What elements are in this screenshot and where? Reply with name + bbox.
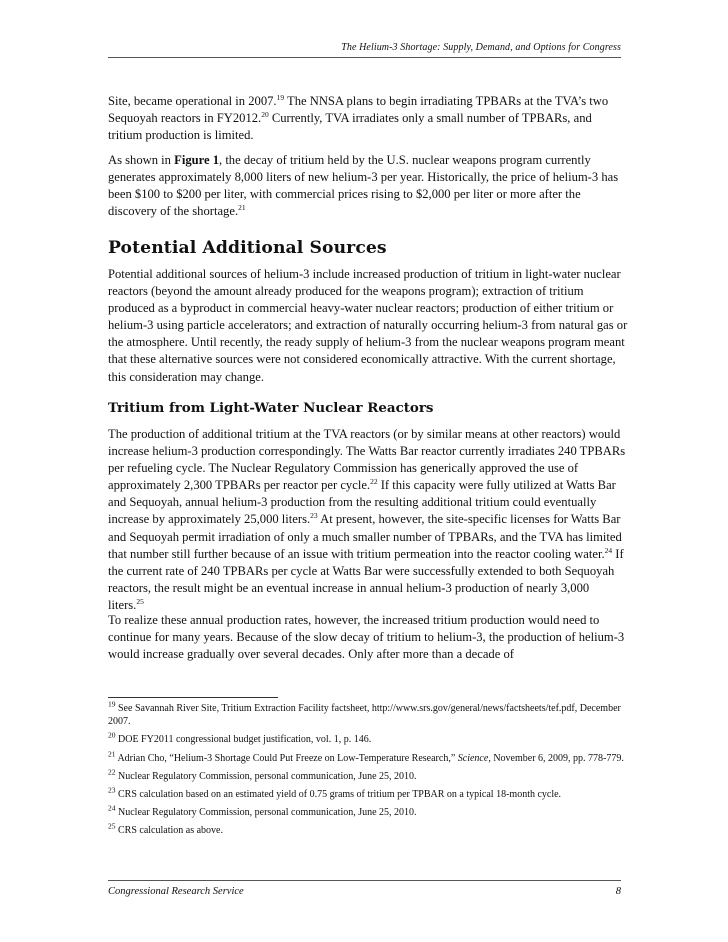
footnote-text: , November 6, 2009, pp. 778-779. bbox=[488, 752, 624, 764]
footnote-separator bbox=[108, 697, 278, 698]
subsection-heading: Tritium from Light-Water Nuclear Reactors bbox=[108, 400, 434, 416]
footnote-ref-24[interactable]: 24 bbox=[604, 545, 613, 555]
footnote-20 bbox=[108, 733, 628, 746]
footer-rule bbox=[108, 880, 621, 881]
text-run: If this capacity were fully utilized at Watts Bar and Sequoyah, annual helium-3 production from the resulting additional tritium could eventually increase by approximately 25,000 liters. bbox=[108, 478, 616, 527]
footnote-number: 25 bbox=[108, 822, 116, 832]
paragraph-production-rates: To realize these annual production rates, however, the increased tritium production would need to continue for many years. Because of the slow decay of tritium to helium-3, the production of helium-3 would increase gradually over several decades. Only after more than a decade of bbox=[108, 613, 625, 662]
journal-title: Science bbox=[457, 752, 489, 764]
paragraph-tva-reactors bbox=[108, 426, 628, 614]
running-header: The Helium-3 Shortage: Supply, Demand, and Options for Congress bbox=[341, 42, 621, 53]
footnote-22 bbox=[108, 767, 628, 783]
paragraph-helium-price bbox=[108, 152, 628, 220]
text-run: As shown in bbox=[108, 153, 175, 167]
footnote-ref-23[interactable]: 23 bbox=[310, 511, 318, 521]
footnote-text: Nuclear Regulatory Commission, personal communication, June 25, 2010. bbox=[115, 807, 417, 819]
footnote-text: Nuclear Regulatory Commission, personal communication, June 25, 2010. bbox=[115, 770, 417, 782]
footer-source: Congressional Research Service bbox=[108, 886, 244, 897]
footnote-24 bbox=[108, 803, 628, 819]
page-number: 8 bbox=[615, 886, 621, 897]
text-run: The NNSA plans to begin irradiating TPBARs at the TVA’s two Sequoyah reactors in FY2012. bbox=[108, 94, 609, 126]
text-run: Currently, TVA irradiates only a small number of TPBARs, and tritium production is limited. bbox=[108, 111, 592, 143]
footnote-text: CRS calculation as above. bbox=[115, 825, 223, 837]
footnote-text: CRS calculation based on an estimated yield of 0.75 grams of tritium per TPBAR on a typical 18-month cycle. bbox=[115, 789, 562, 801]
text-run: The production of additional tritium at the TVA reactors (or by similar means at other reactors) would increase helium-3 production correspondingly. The Watts Bar reactor currently irradiates 240 TPBARs per refueling cycle. The Nuclear Regulatory Commission has generically approved the use of approximately 2,300 TPBARs per reactor per cycle. bbox=[108, 427, 626, 493]
section-heading: Potential Additional Sources bbox=[108, 238, 387, 258]
footnote-ref-21[interactable]: 21 bbox=[238, 203, 246, 213]
footnote-25 bbox=[108, 824, 628, 837]
footnote-19 bbox=[108, 699, 628, 728]
text-run: Site, became operational in 2007. bbox=[108, 94, 277, 108]
text-run: , the decay of tritium held by the U.S. nuclear weapons program currently generates approximately 8,000 liters of new helium-3 per year. Historically, the price of helium-3 has been $100 to $200 per liter, with commercial prices rising to $2,000 per liter or more after the discovery of the shortage. bbox=[108, 153, 619, 219]
text-run: At present, however, the site-specific licenses for Watts Bar and Sequoyah permit irradiation of only a much smaller number of TPBARs, and the TVA has limited that number still further because of an issue with tritium permeation into the reactor cooling water. bbox=[108, 512, 622, 561]
text-run: If the current rate of 240 TPBARs per cycle at Watts Bar were successfully extended to both Sequoyah reactors, the result might be an eventual increase in annual helium-3 production of nearly 3,000 liters. bbox=[108, 546, 624, 612]
footnote-number: 24 bbox=[108, 803, 116, 813]
paragraph-tritium-production bbox=[108, 93, 628, 144]
footnote-number: 19 bbox=[108, 699, 116, 709]
footnote-number: 21 bbox=[108, 749, 116, 759]
figure-1-reference[interactable]: Figure 1 bbox=[174, 153, 220, 167]
header-rule bbox=[108, 57, 621, 58]
footnote-ref-22[interactable]: 22 bbox=[370, 477, 378, 487]
footnote-number: 20 bbox=[108, 731, 116, 741]
footnote-text: DOE FY2011 congressional budget justification, vol. 1, p. 146. bbox=[115, 734, 372, 746]
footnote-text: Adrian Cho, “Helium-3 Shortage Could Put Freeze on Low-Temperature Research,” bbox=[115, 752, 458, 764]
footnote-number: 22 bbox=[108, 767, 116, 777]
footnote-23 bbox=[108, 785, 628, 801]
footnote-number: 23 bbox=[108, 785, 116, 795]
footnote-21 bbox=[108, 749, 628, 765]
paragraph-additional-sources: Potential additional sources of helium-3 include increased production of tritium in light-water nuclear reactors (beyond the amount already produced for the weapons program); extraction of tritium produced as a byproduct in commercial heavy-water nuclear reactors; production of either tritium or helium-3 using particle accelerators; and extraction of naturally occurring helium-3 from natural gas or the atmosphere. Until recently, the ready supply of helium-3 from the nuclear weapons program meant that these alternative sources were not considered economically attractive. With the current shortage, this consideration may change. bbox=[108, 267, 628, 384]
footnote-ref-19[interactable]: 19 bbox=[276, 92, 285, 102]
footnote-ref-20[interactable]: 20 bbox=[261, 109, 269, 119]
footnote-text: See Savannah River Site, Tritium Extraction Facility factsheet, http://www.srs.gov/general/news/factsheets/tef.pdf, December 2007. bbox=[108, 703, 621, 728]
footnote-ref-25[interactable]: 25 bbox=[136, 596, 144, 606]
footnotes bbox=[108, 699, 628, 843]
